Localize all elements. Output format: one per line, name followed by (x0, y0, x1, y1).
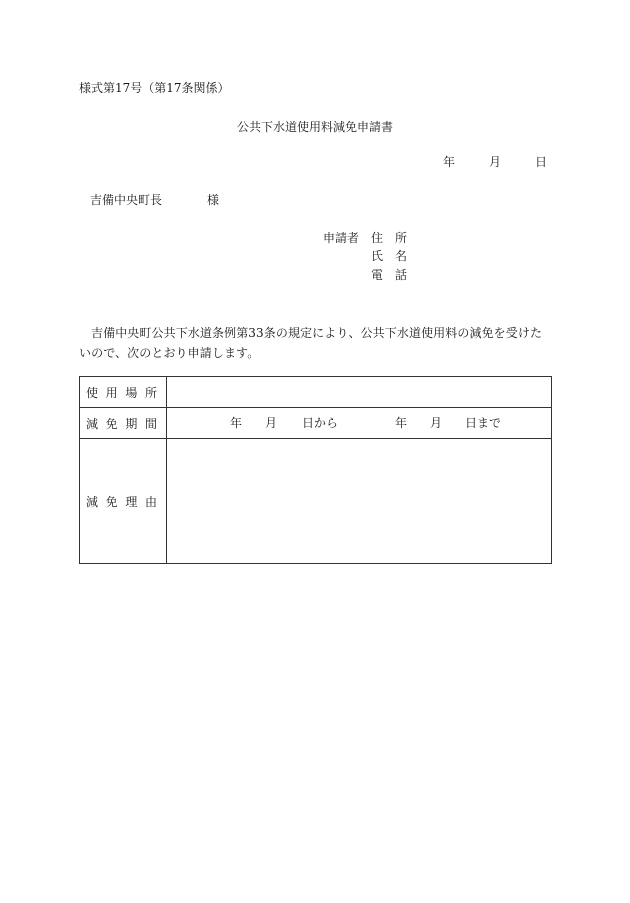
period-label-char: 減 (86, 416, 99, 431)
honorific: 様 (207, 193, 220, 207)
place-label-char: 所 (144, 385, 157, 400)
application-statement: 吉備中央町公共下水道条例第33条の規定により、公共下水道使用料の減免を受けたいので、次のとおり申請します。 (79, 326, 543, 360)
period-to-month: 月 (430, 416, 443, 430)
reason-label-char: 理 (125, 494, 138, 509)
phone-label: 電 話 (371, 268, 408, 282)
period-input-cell[interactable] (167, 408, 552, 439)
reason-label (80, 439, 167, 564)
reason-label-char: 免 (105, 494, 118, 509)
period-from-day: 日から (302, 416, 339, 430)
table-row-period (80, 408, 552, 439)
place-label-char: 用 (105, 385, 118, 400)
period-from-year: 年 (230, 416, 243, 430)
reason-input-cell[interactable] (167, 439, 552, 564)
table-row-place (80, 377, 552, 408)
period-label-char: 期 (125, 416, 138, 431)
period-from-month: 月 (265, 416, 278, 430)
date-year-label: 年 (443, 155, 456, 169)
application-table (79, 376, 552, 564)
table-row-reason (80, 439, 552, 564)
applicant-label: 申請者 (323, 231, 360, 245)
form-number: 様式第17号（第17条関係） (79, 81, 230, 95)
period-label (80, 408, 167, 439)
period-label-char: 免 (105, 416, 118, 431)
document-title: 公共下水道使用料減免申請書 (236, 120, 393, 134)
addressee: 吉備中央町長 (90, 193, 163, 207)
reason-label-char: 減 (86, 494, 99, 509)
period-to-day: 日まで (465, 416, 502, 430)
place-label (80, 377, 167, 408)
period-to-year: 年 (395, 416, 408, 430)
name-label: 氏 名 (371, 249, 408, 263)
address-label: 住 所 (371, 231, 408, 245)
period-label-char: 間 (144, 416, 157, 431)
place-input-cell[interactable] (167, 377, 552, 408)
date-day-label: 日 (535, 155, 548, 169)
date-month-label: 月 (489, 155, 502, 169)
place-label-char: 場 (125, 385, 138, 400)
reason-label-char: 由 (144, 494, 157, 509)
place-label-char: 使 (86, 385, 99, 400)
